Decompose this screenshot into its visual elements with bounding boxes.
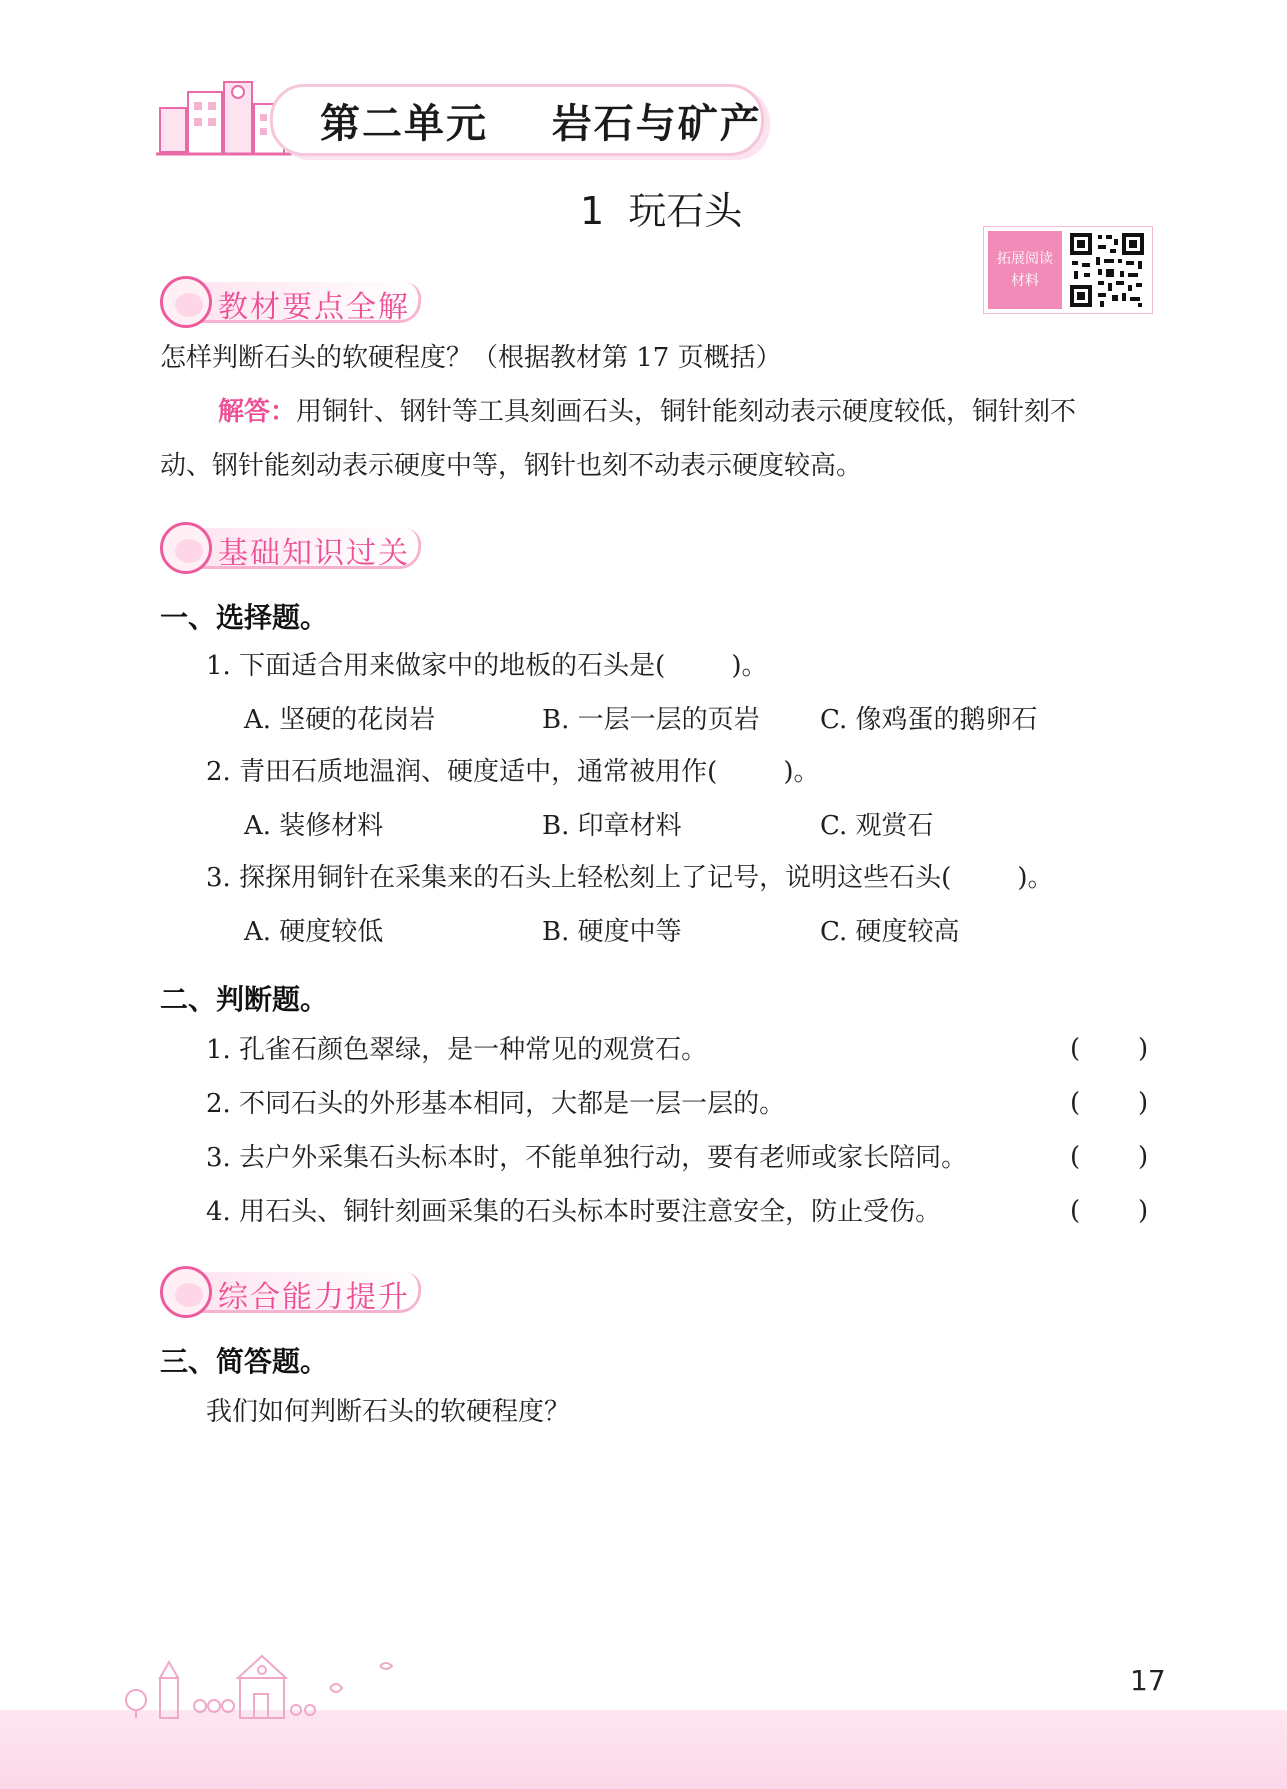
answer-line-2: 动、钢针能刻动表示硬度中等，钢针也刻不动表示硬度较高。 [160, 451, 863, 481]
judge-item: 4. 用石头、铜针刻画采集的石头标本时要注意安全，防止受伤。 [206, 1197, 942, 1227]
q1-option-a[interactable]: A. 坚硬的花岗岩 [244, 705, 436, 735]
mascot-icon [160, 276, 212, 328]
part1-heading: 一、选择题。 [160, 601, 329, 634]
section-title: 综合能力提升 [218, 1280, 410, 1315]
part2-heading: 二、判断题。 [160, 983, 329, 1016]
part3-heading: 三、简答题。 [160, 1345, 329, 1378]
short-answer-question: 我们如何判断石头的软硬程度？ [206, 1397, 571, 1427]
q2-option-b[interactable]: B. 印章材料 [542, 811, 682, 841]
town-illustration-icon [120, 1648, 420, 1720]
section-badge-advanced [160, 1262, 440, 1318]
q1-option-c[interactable]: C. 像鸡蛋的鹅卵石 [820, 705, 1038, 735]
answer-paren[interactable]: ( ) [1070, 1034, 1149, 1064]
key-point-question: 怎样判断石头的软硬程度？（根据教材第 17 页概括） [160, 343, 782, 373]
answer-paren[interactable]: ( ) [1070, 1142, 1149, 1172]
q3-option-b[interactable]: B. 硬度中等 [542, 917, 682, 947]
page-number: 17 [1130, 1664, 1166, 1697]
answer-paren[interactable]: ( ) [1070, 1196, 1149, 1226]
q2-option-c[interactable]: C. 观赏石 [820, 811, 934, 841]
mascot-icon [160, 1266, 212, 1318]
section-title: 教材要点全解 [218, 290, 410, 325]
q3-stem: 3. 探探用铜针在采集来的石头上轻松刻上了记号，说明这些石头( )。 [206, 863, 1054, 893]
judge-item: 2. 不同石头的外形基本相同，大都是一层一层的。 [206, 1089, 786, 1119]
judge-item: 1. 孔雀石颜色翠绿，是一种常见的观赏石。 [206, 1035, 708, 1065]
section-title: 基础知识过关 [218, 536, 410, 571]
q1-stem: 1. 下面适合用来做家中的地板的石头是( )。 [206, 651, 768, 681]
footer-band [0, 1710, 1287, 1789]
q2-option-a[interactable]: A. 装修材料 [244, 811, 384, 841]
answer-line-1 [218, 396, 1076, 430]
qr-code-panel[interactable] [983, 226, 1153, 314]
qr-label-line1: 拓展阅读 [997, 251, 1053, 267]
section-badge-key-points [160, 272, 440, 328]
lesson-title: 1 玩石头 [580, 189, 743, 233]
unit-banner [150, 78, 770, 158]
q3-option-c[interactable]: C. 硬度较高 [820, 917, 960, 947]
answer-paren[interactable]: ( ) [1070, 1088, 1149, 1118]
mascot-icon [160, 522, 212, 574]
section-badge-basics [160, 518, 440, 574]
q1-option-b[interactable]: B. 一层一层的页岩 [542, 705, 760, 735]
answer-text-1: 用铜针、钢针等工具刻画石头，铜针能刻动表示硬度较低，铜针刻不 [296, 397, 1077, 427]
q3-option-a[interactable]: A. 硬度较低 [244, 917, 384, 947]
qr-code-icon [1068, 231, 1146, 309]
answer-label: 解答： [218, 397, 297, 427]
qr-label [988, 231, 1062, 309]
judge-item: 3. 去户外采集石头标本时，不能单独行动，要有老师或家长陪同。 [206, 1143, 968, 1173]
q2-stem: 2. 青田石质地温润、硬度适中，通常被用作( )。 [206, 757, 820, 787]
qr-label-line2: 材料 [1011, 273, 1039, 289]
unit-title: 第二单元 岩石与矿产 [320, 101, 762, 147]
